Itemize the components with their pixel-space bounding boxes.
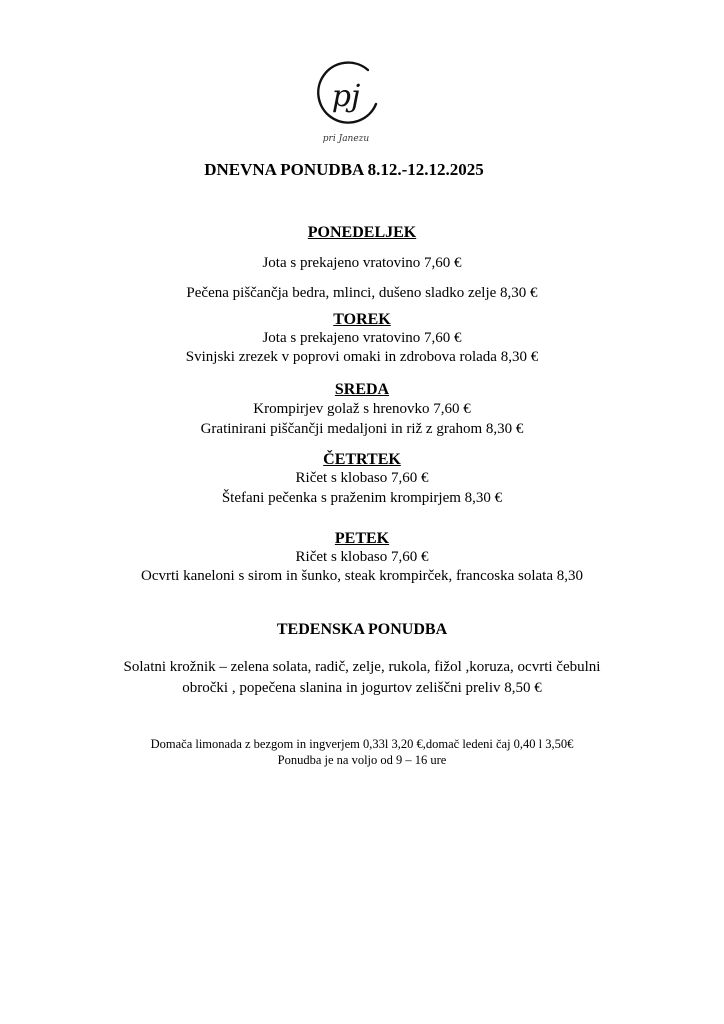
day-heading-thursday: ČETRTEK [323, 451, 401, 468]
day-heading-monday: PONEDELJEK [307, 224, 417, 241]
day-heading-wednesday: SREDA [334, 381, 390, 398]
menu-item: Krompirjev golaž s hrenovko 7,60 € [253, 401, 471, 417]
day-heading-friday: PETEK [334, 530, 390, 547]
page-title: DNEVNA PONUDBA 8.12.-12.12.2025 [204, 160, 484, 179]
hours-note: Ponudba je na voljo od 9 – 16 ure [277, 753, 447, 767]
logo-monogram: pj [331, 79, 361, 114]
weekly-offer-line: Solatni krožnik – zelena solata, radič, zelje, rukola, fižol ,koruza, ocvrti čebulni [123, 659, 601, 675]
menu-item: Štefani pečenka s praženim krompirjem 8,30 € [221, 490, 503, 506]
menu-item: Ričet s klobaso 7,60 € [295, 549, 429, 565]
weekly-offer-line: obročki , popečena slanina in jogurtov zeliščni preliv 8,50 € [182, 680, 542, 696]
day-heading-tuesday: TOREK [333, 311, 391, 328]
menu-item: Pečena piščančja bedra, mlinci, dušeno sladko zelje 8,30 € [186, 285, 538, 301]
menu-item: Ričet s klobaso 7,60 € [295, 470, 429, 486]
menu-item: Gratinirani piščančji medaljoni in riž z grahom 8,30 € [200, 421, 524, 437]
restaurant-logo [296, 48, 396, 148]
drinks-note: Domača limonada z bezgom in ingverjem 0,33l 3,20 €,domač ledeni čaj 0,40 l 3,50€ [150, 737, 574, 751]
logo-caption: pri Janezu [322, 134, 370, 144]
menu-item: Jota s prekajeno vratovino 7,60 € [262, 330, 462, 346]
menu-item: Ocvrti kaneloni s sirom in šunko, steak krompirček, francoska solata 8,30 [141, 568, 583, 584]
menu-item: Svinjski zrezek v poprovi omaki in zdrobova rolada 8,30 € [185, 349, 539, 365]
menu-item: Jota s prekajeno vratovino 7,60 € [262, 255, 462, 271]
weekly-offer-heading: TEDENSKA PONUDBA [276, 621, 448, 638]
